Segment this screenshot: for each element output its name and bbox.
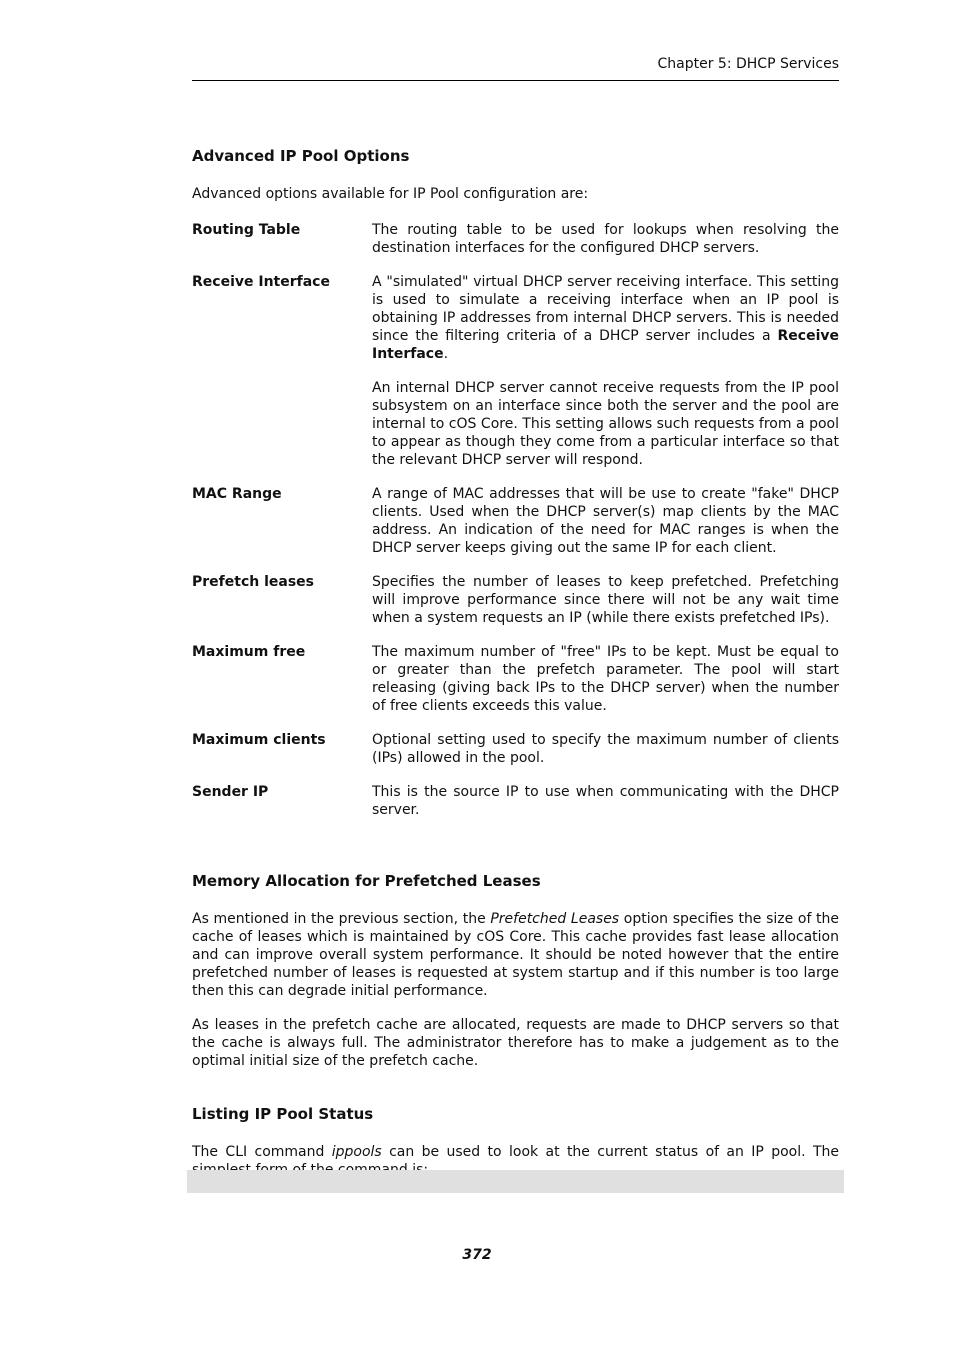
option-desc: A range of MAC addresses that will be use to create "fake" DHCP clients. Used when the DHCP server(s) map clients by the MAC address. An indication of the need for MAC ranges is when the DHCP server keeps giving out the same IP for each client. (372, 486, 839, 556)
option-desc: Specifies the number of leases to keep prefetched. Prefetching will improve performance since there will not be any wait time when a system requests an IP (while there exists prefetched IPs). (372, 574, 839, 626)
memory-paragraph-2: As leases in the prefetch cache are allocated, requests are made to DHCP servers so that the cache is always full. The administrator therefore has to make a judgement as to the optimal initial size of the prefetch cache. (192, 1017, 839, 1069)
option-term: MAC Range (192, 486, 282, 502)
option-term: Routing Table (192, 222, 301, 238)
page-header (192, 54, 839, 81)
option-term: Sender IP (192, 784, 269, 800)
option-prefetch-leases (192, 573, 839, 627)
option-sender-ip (192, 783, 839, 819)
memory-paragraph-1 (192, 910, 839, 1000)
text: The CLI command (192, 1144, 332, 1160)
option-desc-bold: Receive Interface (372, 328, 839, 362)
text: option specifies the size of the cache of leases which is maintained by cOS Core. This cache provides fast lease allocation and can improve overall system performance. It should be noted however that the entire prefetched number of leases is requested at system startup and if this number is too large then this can degrade initial performance. (192, 911, 840, 999)
section-intro: Advanced options available for IP Pool configuration are: (192, 186, 589, 202)
option-desc: Optional setting used to specify the maximum number of clients (IPs) allowed in the pool. (372, 732, 839, 766)
command-name: ippools (331, 1144, 382, 1160)
page-number: 372 (462, 1247, 492, 1263)
option-term: Maximum free (192, 644, 306, 660)
option-maximum-clients (192, 731, 839, 767)
text: can be used to look at the current status of an IP pool. The (389, 1144, 839, 1160)
options-list (192, 221, 839, 819)
section-title-memory-allocation: Memory Allocation for Prefetched Leases (192, 872, 541, 890)
option-maximum-free (192, 643, 839, 715)
chapter-title: Chapter 5: DHCP Services (657, 56, 839, 72)
option-desc-block (372, 273, 839, 469)
option-desc: This is the source IP to use when communicating with the DHCP server. (372, 784, 839, 818)
option-desc-text: A "simulated" virtual DHCP server receiving interface. This setting is used to simulate a receiving interface when an IP pool is obtaining IP addresses from internal DHCP servers. This is needed since the filtering criteria of a DHCP server includes a (372, 274, 839, 344)
option-desc (372, 273, 839, 363)
option-term: Prefetch leases (192, 574, 314, 590)
section-spacer (192, 1086, 839, 1104)
page-content (192, 146, 839, 1195)
code-block (187, 1170, 844, 1193)
option-desc: The routing table to be used for lookups when resolving the destination interfaces for the configured DHCP servers. (372, 222, 839, 256)
option-desc-text-end: . (443, 346, 449, 362)
option-mac-range (192, 485, 839, 557)
section-title-advanced-ip-pool: Advanced IP Pool Options (192, 147, 410, 165)
option-receive-interface (192, 273, 839, 469)
section-title-listing-status: Listing IP Pool Status (192, 1105, 374, 1123)
section-spacer (192, 835, 839, 871)
option-desc-2: An internal DHCP server cannot receive requests from the IP pool subsystem on an interface since both the server and the pool are internal to cOS Core. This setting allows such requests from a pool to appear as though they come from a particular interface so that the relevant DHCP server will respond. (372, 380, 839, 468)
option-desc: The maximum number of "free" IPs to be kept. Must be equal to or greater than the prefetch parameter. The pool will start releasing (giving back IPs to the DHCP server) when the number of free clients exceeds this value. (372, 644, 839, 714)
text: As mentioned in the previous section, the (192, 911, 491, 927)
option-routing-table (192, 221, 839, 257)
option-term: Receive Interface (192, 274, 330, 290)
option-term: Maximum clients (192, 732, 326, 748)
italic-term: Prefetched Leases (490, 911, 620, 927)
